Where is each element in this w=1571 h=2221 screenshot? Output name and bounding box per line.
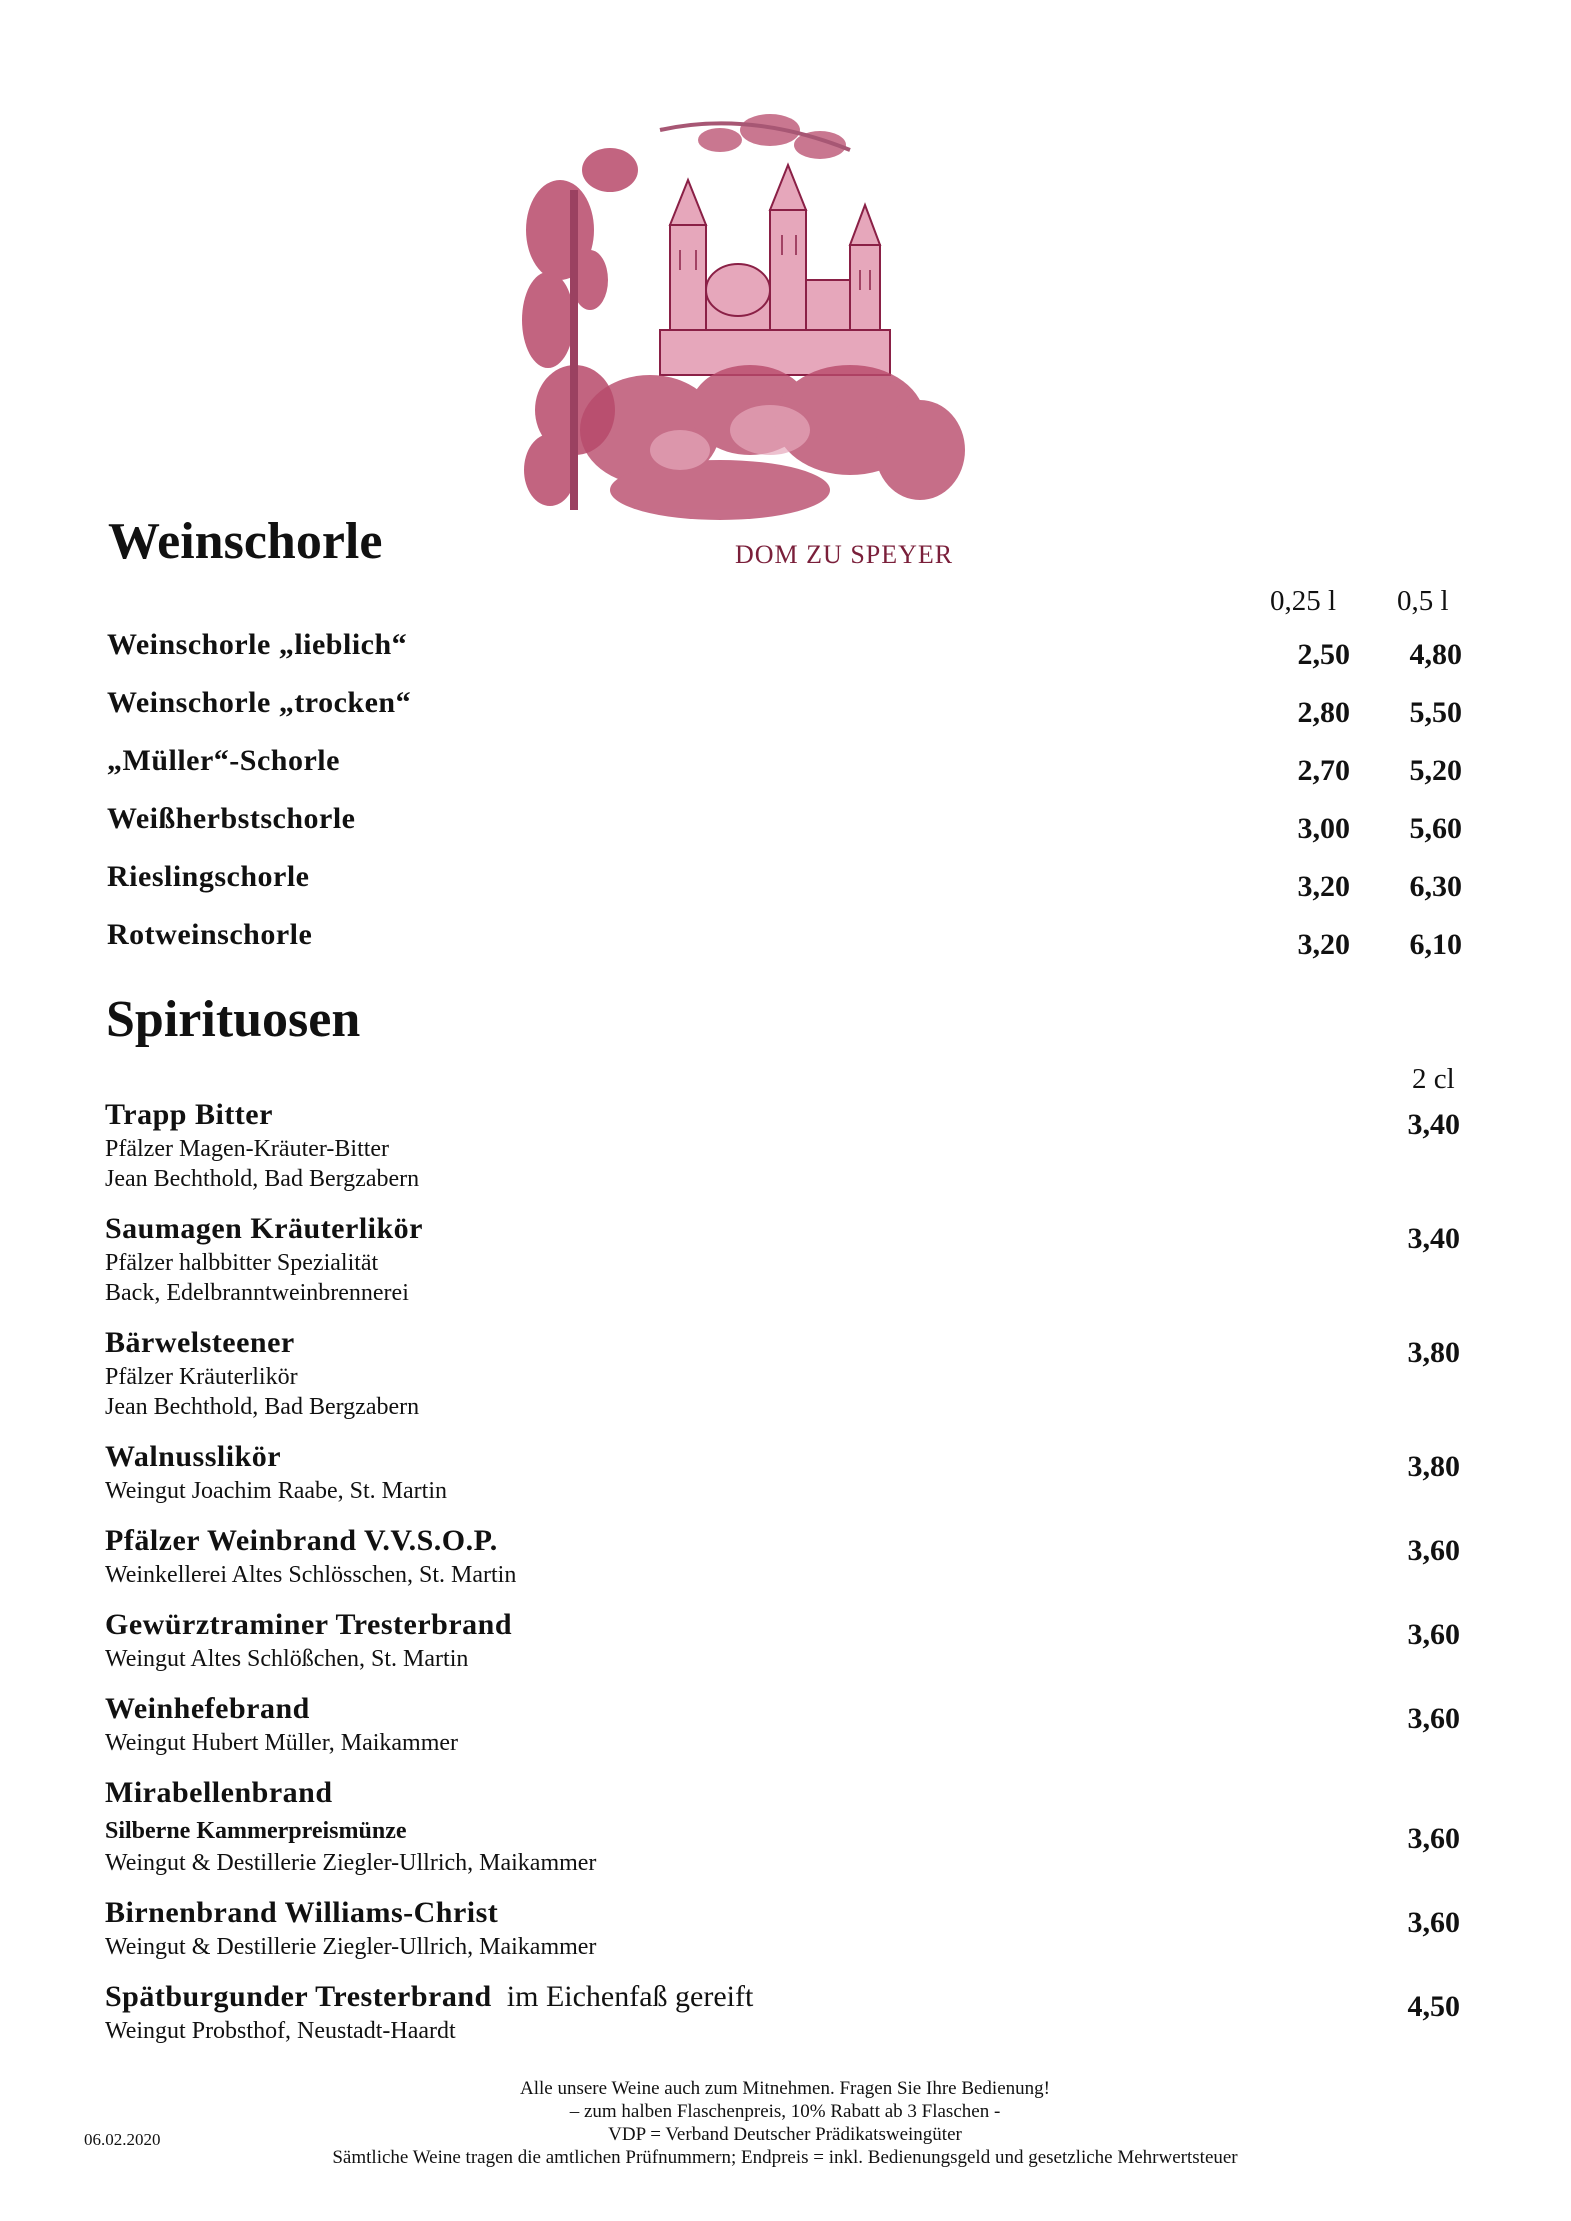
spirit-item-producer: Back, Edelbranntweinbrennerei — [105, 1280, 409, 1306]
schorle-item-name: Weinschorle „trocken“ — [107, 686, 412, 719]
spirit-item-producer: Weingut Hubert Müller, Maikammer — [105, 1730, 459, 1756]
spirit-price: 3,80 — [1407, 1336, 1460, 1369]
schorle-item-name: Weinschorle „lieblich“ — [107, 628, 408, 661]
spirit-price: 3,60 — [1407, 1906, 1460, 1939]
spirit-item-name: Saumagen Kräuterlikör — [105, 1212, 423, 1245]
schorle-price-large: 5,50 — [1409, 696, 1462, 729]
schorle-price-small: 2,70 — [1297, 754, 1350, 787]
schorle-price-large: 6,30 — [1409, 870, 1462, 903]
spirit-item-producer: Weingut Altes Schlößchen, St. Martin — [105, 1646, 469, 1672]
footer-line-4: Sämtliche Weine tragen die amtlichen Prüfnummern; Endpreis = inkl. Bedienungsgeld und gesetzliche Mehrwertsteuer — [332, 2147, 1238, 2168]
spirit-item-name: Weinhefebrand — [105, 1692, 310, 1725]
schorle-price-large: 5,20 — [1409, 754, 1462, 787]
schorle-price-small: 3,00 — [1297, 812, 1350, 845]
spirit-item-desc: Pfälzer Magen-Kräuter-Bitter — [105, 1136, 390, 1162]
spirit-item-desc: Pfälzer halbbitter Spezialität — [105, 1250, 379, 1276]
spirit-price: 3,40 — [1407, 1222, 1460, 1255]
spirit-item-producer: Weinkellerei Altes Schlösschen, St. Martin — [105, 1562, 517, 1588]
spirit-item-producer: Weingut & Destillerie Ziegler-Ullrich, Maikammer — [105, 1850, 597, 1876]
spirit-price: 3,80 — [1407, 1450, 1460, 1483]
footer-line-3: VDP = Verband Deutscher Prädikatsweingüter — [608, 2124, 962, 2145]
unit-2cl-header: 2 cl — [1412, 1063, 1455, 1095]
spirit-item-name: Birnenbrand Williams-Christ — [105, 1896, 499, 1929]
spirit-price: 4,50 — [1407, 1990, 1460, 2023]
spirit-item-note: im Eichenfaß gereift — [506, 1980, 754, 2013]
spirit-price: 3,40 — [1407, 1108, 1460, 1141]
schorle-price-large: 6,10 — [1409, 928, 1462, 961]
schorle-item-name: „Müller“-Schorle — [107, 744, 340, 777]
spirit-item-producer: Jean Bechthold, Bad Bergzabern — [105, 1166, 420, 1192]
spirit-price: 3,60 — [1407, 1702, 1460, 1735]
schorle-price-large: 4,80 — [1409, 638, 1462, 671]
footer-line-1: Alle unsere Weine auch zum Mitnehmen. Fragen Sie Ihre Bedienung! — [520, 2078, 1050, 2099]
spirit-item-name: Spätburgunder Tresterbrand — [105, 1980, 492, 2013]
spirit-item-name: Bärwelsteener — [105, 1326, 295, 1359]
spirit-item-producer: Weingut Joachim Raabe, St. Martin — [105, 1478, 447, 1504]
spirit-price: 3,60 — [1407, 1822, 1460, 1855]
spirit-item-heading — [105, 1980, 753, 2014]
spirit-item-producer: Weingut & Destillerie Ziegler-Ullrich, Maikammer — [105, 1934, 597, 1960]
unit-large-header: 0,5 l — [1397, 585, 1449, 617]
illustration-caption: DOM ZU SPEYER — [735, 540, 954, 569]
schorle-item-name: Rieslingschorle — [107, 860, 310, 893]
schorle-price-small: 2,80 — [1297, 696, 1350, 729]
spirit-item-name: Pfälzer Weinbrand V.V.S.O.P. — [105, 1524, 498, 1557]
spirituosen-title: Spirituosen — [106, 991, 361, 1048]
cathedral-illustration — [520, 110, 975, 530]
spirit-item-producer: Jean Bechthold, Bad Bergzabern — [105, 1394, 420, 1420]
spirit-item-name: Gewürztraminer Tresterbrand — [105, 1608, 513, 1641]
schorle-item-name: Rotweinschorle — [107, 918, 313, 951]
spirit-item-desc: Pfälzer Kräuterlikör — [105, 1364, 298, 1390]
weinschorle-title: Weinschorle — [108, 513, 383, 570]
footer-line-2: – zum halben Flaschenpreis, 10% Rabatt ab 3 Flaschen - — [569, 2101, 1001, 2122]
spirit-item-name: Mirabellenbrand — [105, 1776, 333, 1809]
spirit-item-name: Walnusslikör — [105, 1440, 282, 1473]
print-date: 06.02.2020 — [84, 2130, 161, 2149]
spirit-price: 3,60 — [1407, 1618, 1460, 1651]
spirit-item-producer: Weingut Probsthof, Neustadt-Haardt — [105, 2018, 456, 2044]
schorle-item-name: Weißherbstschorle — [107, 802, 356, 835]
schorle-price-small: 3,20 — [1297, 928, 1350, 961]
schorle-price-small: 2,50 — [1297, 638, 1350, 671]
spirit-item-award: Silberne Kammerpreismünze — [105, 1818, 407, 1844]
spirit-price: 3,60 — [1407, 1534, 1460, 1567]
unit-small-header: 0,25 l — [1270, 585, 1337, 617]
schorle-price-small: 3,20 — [1297, 870, 1350, 903]
schorle-price-large: 5,60 — [1409, 812, 1462, 845]
spirit-item-name: Trapp Bitter — [105, 1098, 273, 1131]
